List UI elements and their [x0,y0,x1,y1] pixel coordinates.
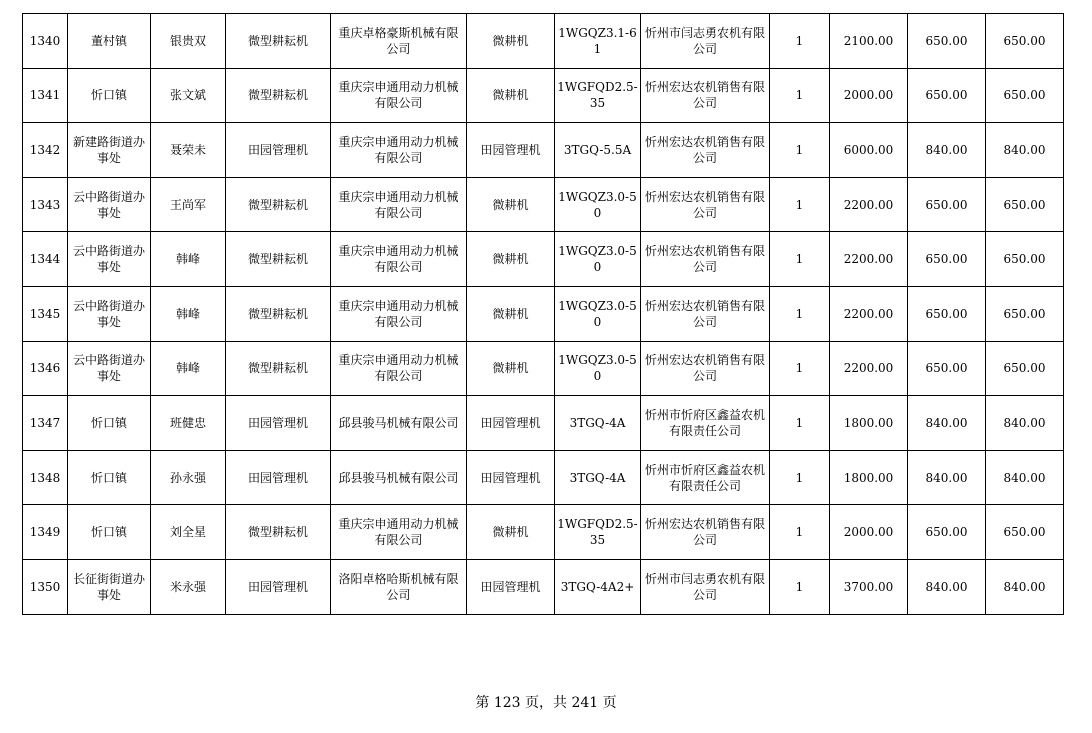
cell-total-subsidy: 840.00 [986,559,1064,614]
cell-dealer: 忻州宏达农机销售有限公司 [641,505,770,560]
cell-row-number: 1345 [23,286,68,341]
cell-town: 新建路街道办事处 [68,123,151,178]
table-row [23,450,1064,505]
cell-machine-item: 田园管理机 [467,123,555,178]
cell-row-number: 1343 [23,177,68,232]
cell-quantity: 1 [770,68,830,123]
cell-quantity: 1 [770,177,830,232]
cell-farmer-name: 韩峰 [151,286,226,341]
cell-model: 3TGQ-4A [555,450,641,505]
cell-machine-item: 微耕机 [467,286,555,341]
cell-town: 董村镇 [68,14,151,69]
cell-total-subsidy: 650.00 [986,232,1064,287]
cell-dealer: 忻州市忻府区鑫益农机有限责任公司 [641,396,770,451]
cell-dealer: 忻州宏达农机销售有限公司 [641,177,770,232]
cell-manufacturer: 重庆宗申通用动力机械有限公司 [331,286,467,341]
cell-dealer: 忻州市闫志勇农机有限公司 [641,559,770,614]
cell-machine-item: 微耕机 [467,177,555,232]
cell-farmer-name: 班健忠 [151,396,226,451]
cell-sale-price: 6000.00 [830,123,908,178]
cell-dealer: 忻州宏达农机销售有限公司 [641,341,770,396]
cell-sale-price: 2000.00 [830,505,908,560]
cell-model: 1WGQZ3.0-50 [555,286,641,341]
cell-dealer: 忻州宏达农机销售有限公司 [641,123,770,178]
cell-central-subsidy: 650.00 [908,14,986,69]
cell-central-subsidy: 840.00 [908,396,986,451]
cell-machine-category: 田园管理机 [226,559,331,614]
cell-sale-price: 2100.00 [830,14,908,69]
cell-quantity: 1 [770,559,830,614]
cell-machine-category: 田园管理机 [226,450,331,505]
cell-total-subsidy: 650.00 [986,286,1064,341]
cell-manufacturer: 重庆宗申通用动力机械有限公司 [331,68,467,123]
cell-machine-item: 微耕机 [467,68,555,123]
cell-manufacturer: 邱县骏马机械有限公司 [331,450,467,505]
table-row [23,123,1064,178]
cell-central-subsidy: 650.00 [908,341,986,396]
cell-sale-price: 2200.00 [830,286,908,341]
cell-total-subsidy: 650.00 [986,505,1064,560]
cell-central-subsidy: 840.00 [908,123,986,178]
cell-machine-category: 微型耕耘机 [226,286,331,341]
cell-row-number: 1349 [23,505,68,560]
cell-row-number: 1348 [23,450,68,505]
table-row [23,396,1064,451]
cell-machine-item: 田园管理机 [467,559,555,614]
cell-dealer: 忻州市闫志勇农机有限公司 [641,14,770,69]
cell-town: 长征街街道办事处 [68,559,151,614]
table-row [23,68,1064,123]
cell-central-subsidy: 840.00 [908,450,986,505]
cell-model: 1WGFQD2.5-35 [555,68,641,123]
cell-manufacturer: 重庆宗申通用动力机械有限公司 [331,505,467,560]
cell-row-number: 1340 [23,14,68,69]
cell-model: 3TGQ-4A [555,396,641,451]
cell-machine-item: 田园管理机 [467,450,555,505]
cell-machine-category: 田园管理机 [226,123,331,178]
cell-town: 云中路街道办事处 [68,286,151,341]
cell-machine-category: 微型耕耘机 [226,505,331,560]
cell-row-number: 1350 [23,559,68,614]
table-row [23,341,1064,396]
cell-machine-item: 微耕机 [467,232,555,287]
cell-town: 忻口镇 [68,450,151,505]
cell-quantity: 1 [770,341,830,396]
cell-manufacturer: 重庆宗申通用动力机械有限公司 [331,341,467,396]
cell-town: 忻口镇 [68,396,151,451]
cell-quantity: 1 [770,286,830,341]
cell-quantity: 1 [770,450,830,505]
cell-farmer-name: 王尚军 [151,177,226,232]
cell-quantity: 1 [770,14,830,69]
cell-sale-price: 2200.00 [830,341,908,396]
cell-farmer-name: 米永强 [151,559,226,614]
cell-total-subsidy: 650.00 [986,14,1064,69]
cell-sale-price: 2000.00 [830,68,908,123]
cell-dealer: 忻州宏达农机销售有限公司 [641,68,770,123]
cell-total-subsidy: 650.00 [986,68,1064,123]
cell-machine-category: 田园管理机 [226,396,331,451]
cell-machine-category: 微型耕耘机 [226,68,331,123]
page-footer: 第 123 页，共 241 页 [475,695,617,711]
cell-row-number: 1346 [23,341,68,396]
cell-sale-price: 1800.00 [830,396,908,451]
table-row [23,286,1064,341]
cell-town: 忻口镇 [68,505,151,560]
cell-manufacturer: 重庆卓格豪斯机械有限公司 [331,14,467,69]
cell-manufacturer: 重庆宗申通用动力机械有限公司 [331,177,467,232]
cell-dealer: 忻州市忻府区鑫益农机有限责任公司 [641,450,770,505]
cell-farmer-name: 韩峰 [151,232,226,287]
cell-central-subsidy: 840.00 [908,559,986,614]
table-row [23,177,1064,232]
cell-machine-item: 微耕机 [467,505,555,560]
cell-total-subsidy: 840.00 [986,450,1064,505]
cell-manufacturer: 重庆宗申通用动力机械有限公司 [331,232,467,287]
cell-central-subsidy: 650.00 [908,286,986,341]
cell-farmer-name: 银贵双 [151,14,226,69]
cell-model: 1WGFQD2.5-35 [555,505,641,560]
cell-quantity: 1 [770,505,830,560]
cell-farmer-name: 韩峰 [151,341,226,396]
cell-farmer-name: 刘全星 [151,505,226,560]
cell-quantity: 1 [770,123,830,178]
cell-quantity: 1 [770,396,830,451]
cell-sale-price: 1800.00 [830,450,908,505]
cell-central-subsidy: 650.00 [908,177,986,232]
cell-manufacturer: 邱县骏马机械有限公司 [331,396,467,451]
cell-quantity: 1 [770,232,830,287]
table-row [23,14,1064,69]
cell-farmer-name: 孙永强 [151,450,226,505]
cell-sale-price: 2200.00 [830,177,908,232]
cell-sale-price: 3700.00 [830,559,908,614]
cell-total-subsidy: 840.00 [986,123,1064,178]
cell-row-number: 1347 [23,396,68,451]
cell-farmer-name: 张文斌 [151,68,226,123]
cell-sale-price: 2200.00 [830,232,908,287]
cell-model: 1WGQZ3.0-50 [555,177,641,232]
cell-central-subsidy: 650.00 [908,232,986,287]
cell-machine-category: 微型耕耘机 [226,14,331,69]
cell-model: 1WGQZ3.1-61 [555,14,641,69]
cell-machine-category: 微型耕耘机 [226,341,331,396]
cell-machine-category: 微型耕耘机 [226,177,331,232]
cell-machine-item: 田园管理机 [467,396,555,451]
cell-machine-category: 微型耕耘机 [226,232,331,287]
table-row [23,505,1064,560]
cell-manufacturer: 重庆宗申通用动力机械有限公司 [331,123,467,178]
cell-farmer-name: 聂荣未 [151,123,226,178]
cell-dealer: 忻州宏达农机销售有限公司 [641,232,770,287]
cell-model: 3TGQ-5.5A [555,123,641,178]
cell-total-subsidy: 650.00 [986,177,1064,232]
cell-model: 1WGQZ3.0-50 [555,341,641,396]
cell-model: 1WGQZ3.0-50 [555,232,641,287]
table-body [23,14,1064,615]
cell-row-number: 1344 [23,232,68,287]
cell-town: 云中路街道办事处 [68,341,151,396]
cell-machine-item: 微耕机 [467,341,555,396]
cell-central-subsidy: 650.00 [908,68,986,123]
subsidy-table [22,13,1064,615]
cell-total-subsidy: 840.00 [986,396,1064,451]
cell-town: 云中路街道办事处 [68,232,151,287]
cell-manufacturer: 洛阳卓格哈斯机械有限公司 [331,559,467,614]
cell-row-number: 1342 [23,123,68,178]
cell-model: 3TGQ-4A2+ [555,559,641,614]
table-row [23,559,1064,614]
cell-dealer: 忻州宏达农机销售有限公司 [641,286,770,341]
cell-town: 忻口镇 [68,68,151,123]
table-row [23,232,1064,287]
cell-total-subsidy: 650.00 [986,341,1064,396]
cell-machine-item: 微耕机 [467,14,555,69]
cell-central-subsidy: 650.00 [908,505,986,560]
cell-town: 云中路街道办事处 [68,177,151,232]
cell-row-number: 1341 [23,68,68,123]
